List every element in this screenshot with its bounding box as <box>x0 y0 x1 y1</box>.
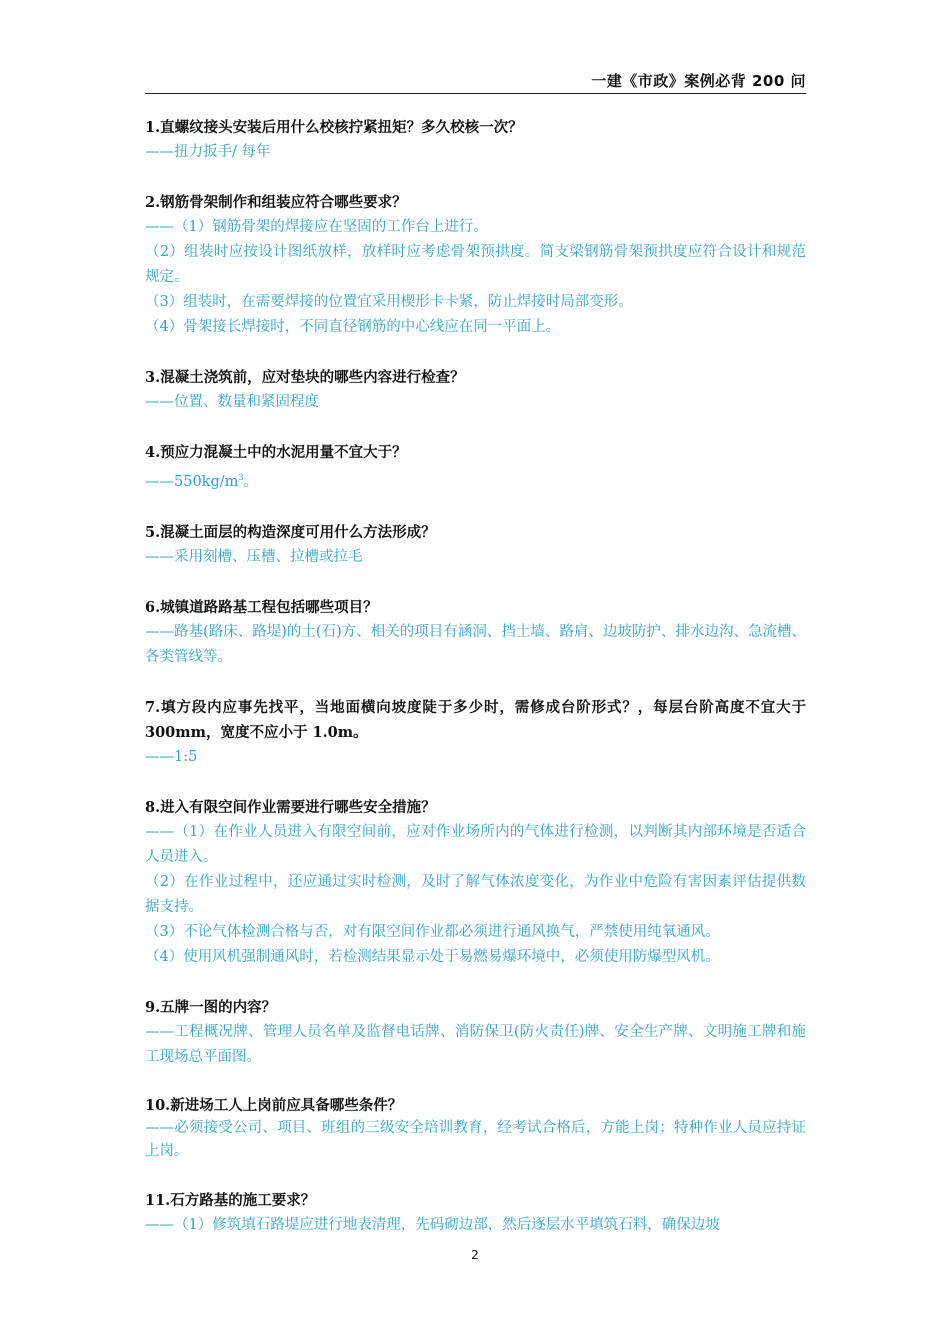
question: 7.填方段内应事先找平，当地面横向坡度陡于多少时，需修成台阶形式？，每层台阶高度不宜大于 300mm，宽度不应小于 1.0m。 <box>145 698 806 741</box>
qa-item-5 <box>145 520 806 570</box>
answer: ——必须接受公司、项目、班组的三级安全培训教育，经考试合格后，方能上岗；特种作业人员应持证上岗。 <box>145 1119 806 1159</box>
question: 3.混凝土浇筑前，应对垫块的哪些内容进行检查？ <box>145 369 465 386</box>
question: 11.石方路基的施工要求？ <box>145 1191 316 1209</box>
qa-item-3 <box>145 365 806 415</box>
question: 9.五牌一图的内容？ <box>145 998 277 1016</box>
header-divider <box>145 93 806 94</box>
qa-item-11 <box>145 1188 806 1238</box>
qa-item-1 <box>145 115 806 165</box>
question: 10.新进场工人上岗前应具备哪些条件？ <box>145 1096 403 1114</box>
answer-text: ——550kg/m <box>145 473 239 490</box>
answer: ——（1）在作业人员进入有限空间前，应对作业场所内的气体进行检测，以判断其内部环境是否适合人员进入。 <box>145 823 806 865</box>
superscript: 3 <box>238 473 244 482</box>
question: 6.城镇道路路基工程包括哪些项目？ <box>145 598 378 616</box>
answer: （4）骨架接长焊接时，不同直径钢筋的中心线应在同一平面上。 <box>145 319 561 335</box>
qa-item-7 <box>145 695 806 770</box>
answer: ——路基(路床、路堤)的土(石)方、相关的项目有涵洞、挡土墙、路肩、边坡防护、排水边沟、急流槽、各类管线等。 <box>145 623 806 665</box>
answer: （2）在作业过程中，还应通过实时检测，及时了解气体浓度变化，为作业中危险有害因素评估提供数据支持。 <box>145 873 806 915</box>
answer: ——采用刻槽、压槽、拉槽或拉毛 <box>145 548 363 565</box>
page-header-title: 一建《市政》案例必背 200 问 <box>591 72 806 90</box>
qa-item-6 <box>145 595 806 670</box>
qa-item-8 <box>145 795 806 970</box>
qa-item-4 <box>145 440 806 495</box>
question: 5.混凝土面层的构造深度可用什么方法形成？ <box>145 523 436 541</box>
question: 1.直螺纹接头安装后用什么校核拧紧扭矩？多久校核一次？ <box>145 119 523 136</box>
answer: ——1:5 <box>145 748 198 765</box>
answer: ——（1）钢筋骨架的焊接应在坚固的工作台上进行。 <box>145 219 488 235</box>
answer: ——位置、数量和紧固程度 <box>145 394 319 410</box>
page-number: 2 <box>471 1248 479 1262</box>
answer <box>145 465 806 495</box>
answer: （4）使用风机强制通风时，若检测结果显示处于易燃易爆环境中，必须使用防爆型风机。 <box>145 948 720 965</box>
answer: （2）组装时应按设计图纸放样，放样时应考虑骨架预拱度。简支梁钢筋骨架预拱度应符合设计和规范规定。 <box>145 244 806 285</box>
answer: ——工程概况牌、管理人员名单及监督电话牌、消防保卫(防火责任)牌、安全生产牌、文明施工牌和施工现场总平面图。 <box>145 1023 806 1065</box>
qa-list <box>145 115 806 1263</box>
answer-tail: 。 <box>243 473 258 490</box>
answer: （3）组装时，在需要焊接的位置宜采用楔形卡卡紧，防止焊接时局部变形。 <box>145 294 633 310</box>
question: 2.钢筋骨架制作和组装应符合哪些要求？ <box>145 194 407 211</box>
answer: （3）不论气体检测合格与否，对有限空间作业都必须进行通风换气，严禁使用纯氧通风。 <box>145 923 720 940</box>
qa-item-10 <box>145 1095 806 1163</box>
answer: ——（1）修筑填石路堤应进行地表清理，先码砌边部，然后逐层水平填筑石料，确保边坡 <box>145 1216 720 1233</box>
question: 4.预应力混凝土中的水泥用量不宜大于？ <box>145 444 407 461</box>
question: 8.进入有限空间作业需要进行哪些安全措施？ <box>145 798 436 816</box>
answer: ——扭力扳手/ 每年 <box>145 144 271 160</box>
qa-item-2 <box>145 190 806 340</box>
qa-item-9 <box>145 995 806 1070</box>
